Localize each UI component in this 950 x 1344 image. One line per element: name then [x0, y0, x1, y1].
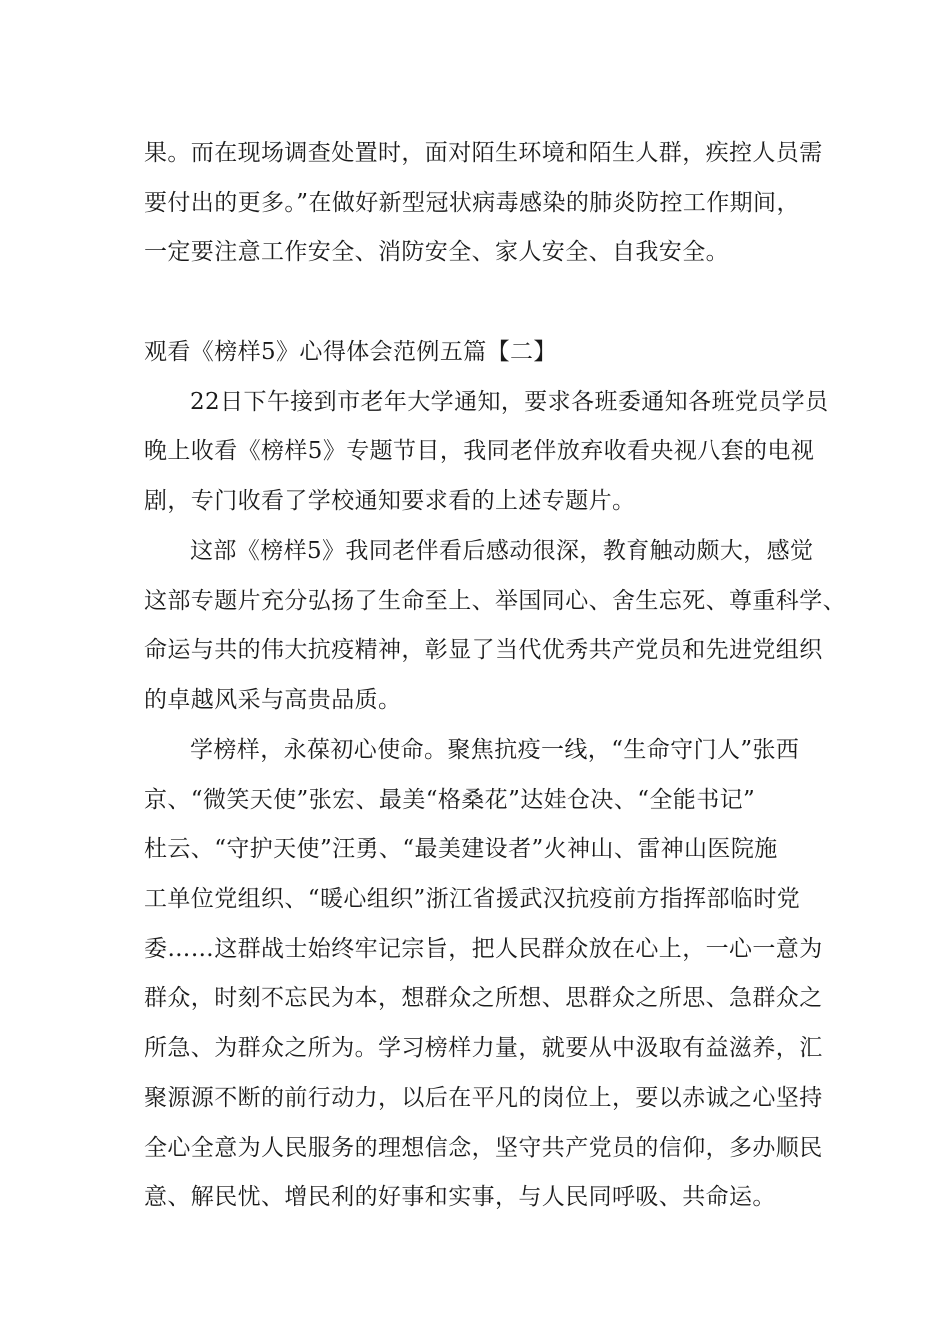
paragraph-2-line-4: 的卓越风采与高贵品质。 [144, 687, 402, 713]
paragraph-1-line-2: 晚上收看《榜样5》专题节目，我同老伴放弃收看央视八套的电视 [144, 438, 815, 464]
paragraph-2-line-1: 这部《榜样5》我同老伴看后感动很深，教育触动颇大，感觉 [190, 538, 814, 564]
paragraph-3-line-4: 工单位党组织、“暖心组织”浙江省援武汉抗疫前方指挥部临时党 [144, 886, 801, 912]
paragraph-1-line-1: 22日下午接到市老年大学通知，要求各班委通知各班党员学员 [190, 389, 829, 415]
paragraph-3-line-5: 委……这群战士始终牢记宗旨，把人民群众放在心上，一心一意为 [144, 936, 823, 962]
paragraph-3-line-9: 全心全意为人民服务的理想信念，坚守共产党员的信仰，多办顺民 [144, 1135, 823, 1161]
section-heading: 观看《榜样5》心得体会范例五篇【二】 [144, 339, 557, 365]
paragraph-2-line-2: 这部专题片充分弘扬了生命至上、举国同心、舍生忘死、尊重科学、 [144, 588, 846, 614]
paragraph-2-line-3: 命运与共的伟大抗疫精神，彰显了当代优秀共产党员和先进党组织 [144, 637, 823, 663]
paragraph-3-line-10: 意、解民忧、增民利的好事和实事，与人民同呼吸、共命运。 [144, 1184, 776, 1210]
prev-paragraph-line-3: 一定要注意工作安全、消防安全、家人安全、自我安全。 [144, 239, 729, 265]
paragraph-3-line-7: 所急、为群众之所为。学习榜样力量，就要从中汲取有益滋养，汇 [144, 1035, 823, 1061]
prev-paragraph-line-1: 果。而在现场调查处置时，面对陌生环境和陌生人群，疾控人员需 [144, 140, 823, 166]
paragraph-3-line-3: 杜云、“守护天使”汪勇、“最美建设者”火神山、雷神山医院施 [144, 836, 778, 862]
paragraph-3-line-8: 聚源源不断的前行动力，以后在平凡的岗位上，要以赤诚之心坚持 [144, 1085, 823, 1111]
paragraph-3-line-2: 京、“微笑天使”张宏、最美“格桑花”达娃仓决、“全能书记” [144, 787, 756, 813]
prev-paragraph-line-2: 要付出的更多。”在做好新型冠状病毒感染的肺炎防控工作期间， [144, 190, 800, 216]
paragraph-3-line-6: 群众，时刻不忘民为本，想群众之所想、思群众之所思、急群众之 [144, 985, 823, 1011]
paragraph-1-line-3: 剧，专门收看了学校通知要求看的上述专题片。 [144, 488, 636, 514]
paragraph-3-line-1: 学榜样，永葆初心使命。聚焦抗疫一线，“生命守门人”张西 [190, 737, 800, 763]
